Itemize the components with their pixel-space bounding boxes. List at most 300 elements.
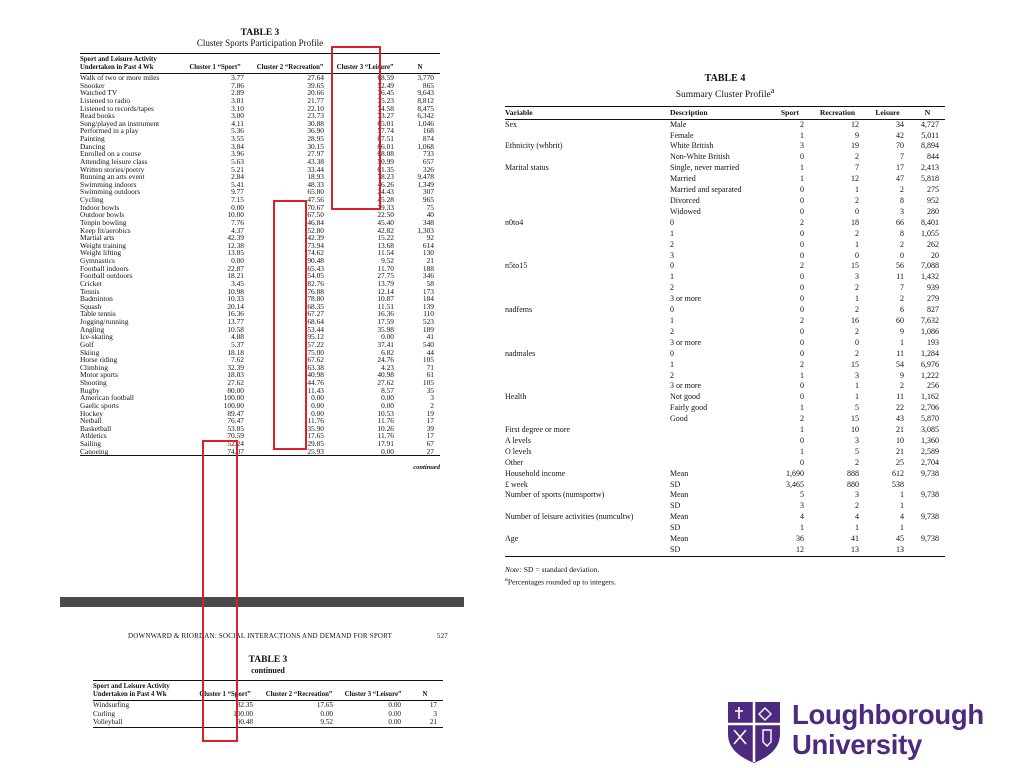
- table-cell: 35.90: [307, 423, 324, 433]
- table-cell: 29.33: [377, 202, 394, 212]
- table-cell: 90.48: [307, 256, 324, 265]
- table-cell: 11.51: [377, 301, 394, 311]
- table-cell: 24.43: [377, 187, 394, 197]
- table-cell: Golf: [80, 339, 94, 349]
- table-cell: Hockey: [80, 408, 103, 418]
- table-cell: Number of sports (numsportw): [505, 490, 605, 500]
- table-cell: 78.80: [307, 294, 324, 304]
- table-cell: nadfems: [505, 305, 533, 315]
- table-cell: 20: [931, 250, 939, 260]
- table-cell: 78.23: [377, 172, 394, 182]
- table-cell: 74.62: [307, 248, 324, 258]
- table-row: [505, 229, 945, 240]
- table-cell: 9: [900, 326, 904, 336]
- university-crest-icon: [726, 700, 782, 764]
- table-cell: 27.62: [377, 378, 394, 387]
- table-cell: 2: [900, 381, 904, 391]
- table-row: [505, 272, 945, 283]
- table-cell: 168: [422, 126, 434, 136]
- table-cell: 3 or more: [670, 381, 702, 391]
- table-cell: 326: [422, 164, 434, 174]
- table-cell: 2: [800, 217, 804, 227]
- table-cell: [910, 545, 945, 556]
- table-cell: 1: [900, 490, 904, 500]
- table-cell: 3.55: [231, 134, 244, 143]
- table-cell: Athletics: [80, 431, 107, 441]
- table-cell: [505, 501, 670, 512]
- table-cell: 33.44: [307, 164, 324, 174]
- table-cell: 1: [800, 163, 804, 173]
- table-cell: 70.59: [227, 431, 244, 441]
- table-cell: 6: [900, 305, 904, 315]
- table-cell: 13.77: [227, 317, 244, 326]
- table-cell: Widowed: [670, 206, 701, 216]
- table-cell: 3.45: [231, 278, 244, 288]
- table-row: [505, 174, 945, 185]
- table-cell: Good: [670, 414, 688, 424]
- table-3-continued-title: TABLE 3: [248, 655, 288, 665]
- table-cell: 58: [426, 278, 434, 288]
- table-cell: Martial arts: [80, 233, 115, 243]
- table-cell: 65.43: [307, 263, 324, 273]
- table-cell: 61.35: [377, 164, 394, 174]
- table-cell: Attending leisure class: [80, 156, 148, 166]
- table-cell: 1: [800, 446, 804, 456]
- table-cell: [505, 251, 670, 262]
- table-cell: 15.22: [377, 233, 394, 243]
- table-cell: 2: [800, 315, 804, 325]
- table-cell: SD: [670, 479, 681, 489]
- table-cell: 1: [800, 523, 804, 533]
- table-cell: 2: [430, 400, 434, 410]
- table-cell: 612: [892, 468, 904, 478]
- table-cell: 0: [855, 337, 859, 347]
- table-cell: 10.87: [377, 294, 394, 304]
- table-cell: Cycling: [80, 195, 104, 204]
- table-cell: 3.96: [231, 149, 244, 159]
- table-cell: 5.37: [231, 339, 244, 349]
- table-3: [80, 28, 440, 471]
- university-wordmark: [792, 700, 984, 760]
- table-row: [505, 119, 945, 130]
- table-cell: Badminton: [80, 294, 113, 304]
- column-header: Description: [670, 107, 770, 120]
- table-cell: 12.38: [227, 240, 244, 250]
- table-cell: 1,162: [921, 392, 939, 402]
- table-cell: 74.07: [180, 448, 250, 456]
- table-row: [505, 283, 945, 294]
- table-cell: Single, never married: [670, 163, 740, 173]
- table-cell: 2: [855, 457, 859, 467]
- table-cell: 8.57: [381, 385, 394, 395]
- table-cell: [505, 207, 670, 218]
- note-label: Note:: [505, 564, 522, 574]
- table-cell: 1,284: [921, 348, 939, 358]
- table-cell: 17.59: [377, 317, 394, 326]
- table-cell: 13.68: [377, 240, 394, 250]
- table-cell: 5: [855, 446, 859, 456]
- table-cell: 5.21: [231, 164, 244, 174]
- column-header: Variable: [505, 107, 670, 120]
- table-cell: 262: [927, 239, 939, 249]
- table-cell: [505, 294, 670, 305]
- table-cell: Watched TV: [80, 88, 118, 98]
- table-cell: 42.39: [227, 233, 244, 243]
- table-cell: 1: [855, 185, 859, 195]
- table-cell: 3.01: [231, 95, 244, 105]
- table-cell: Other: [505, 457, 524, 467]
- table-cell: 13.79: [377, 278, 394, 288]
- table-cell: 1: [800, 174, 804, 184]
- table-cell: 9,643: [417, 88, 434, 98]
- table-cell: 76.47: [227, 416, 244, 426]
- table-cell: nadmales: [505, 348, 536, 358]
- table-cell: 22.10: [307, 103, 324, 113]
- table-cell: 184: [422, 294, 434, 304]
- table-cell: 17.65: [316, 701, 333, 709]
- table-cell: 17.91: [377, 439, 394, 448]
- table-cell: 874: [422, 134, 434, 143]
- table-cell: 75.00: [307, 347, 324, 357]
- table-cell: O levels: [505, 446, 532, 456]
- table-cell: 1: [900, 337, 904, 347]
- table-cell: 6,342: [417, 111, 434, 121]
- table-cell: Tenpin bowling: [80, 217, 127, 227]
- table-cell: Gaelic sports: [80, 400, 119, 410]
- table-row: [505, 480, 945, 491]
- table-cell: 1: [855, 392, 859, 402]
- table-cell: 827: [927, 305, 939, 315]
- table-cell: 25: [896, 457, 904, 467]
- table-cell: 41: [851, 534, 859, 544]
- table-cell: n0to4: [505, 217, 524, 227]
- table-cell: 1: [670, 228, 674, 238]
- table-cell: 307: [422, 187, 434, 197]
- table-cell: [505, 229, 670, 240]
- table-cell: 4: [900, 512, 904, 522]
- running-header-title: DOWNWARD & RIORDAN: SOCIAL INTERACTIONS AND DEMAND FOR SPORT: [128, 632, 393, 640]
- table-cell: 12: [851, 119, 859, 129]
- table-cell: 3.84: [231, 141, 244, 151]
- table-cell: [505, 152, 670, 163]
- table-row: [505, 534, 945, 545]
- table-cell: 2,706: [921, 403, 939, 413]
- table-cell: Indoor bowls: [80, 202, 120, 212]
- table-cell: 52.49: [377, 80, 394, 90]
- table-cell: 24.76: [377, 355, 394, 365]
- table-cell: 3: [855, 370, 859, 380]
- table-row: [505, 414, 945, 425]
- table-cell: [505, 338, 670, 349]
- table-row: [505, 436, 945, 447]
- table-cell: 346: [422, 271, 434, 281]
- table-cell: 8: [900, 196, 904, 205]
- table-cell: Squash: [80, 301, 102, 311]
- table-cell: 18.93: [307, 172, 324, 182]
- table-cell: 43: [896, 414, 904, 424]
- table-cell: 15: [851, 261, 859, 271]
- table-cell: First degree or more: [505, 425, 571, 435]
- table-3-grid: [80, 53, 440, 456]
- table-cell: 9,738: [921, 512, 939, 522]
- table-cell: 2: [855, 348, 859, 358]
- table-row: [505, 545, 945, 556]
- table-cell: Married: [670, 174, 696, 184]
- table-cell: 95.12: [307, 332, 324, 342]
- table-cell: 139: [422, 301, 434, 311]
- table-3-continued: [93, 655, 443, 728]
- table-cell: 82.76: [307, 278, 324, 288]
- table-cell: 13: [810, 545, 865, 556]
- table-cell: 3: [855, 490, 859, 500]
- table-cell: Rugby: [80, 385, 100, 395]
- table-cell: 39.65: [307, 80, 324, 90]
- table-cell: 2: [855, 305, 859, 315]
- table-cell: 0: [800, 228, 804, 238]
- table-cell: Household income: [505, 468, 566, 478]
- table-cell: 2.84: [231, 172, 244, 182]
- table-cell: 3: [855, 272, 859, 282]
- table-cell: 5,011: [921, 130, 939, 140]
- table-cell: 100.00: [223, 393, 244, 403]
- table-cell: 40: [426, 210, 434, 220]
- table-cell: 10.33: [227, 294, 244, 304]
- table-cell: 48.33: [307, 179, 324, 189]
- table-cell: 90.48: [191, 718, 259, 727]
- table-cell: Marital status: [505, 163, 549, 173]
- footnote-marker: a: [505, 575, 508, 583]
- table-cell: 2,413: [921, 163, 939, 173]
- table-cell: 6.82: [381, 347, 394, 357]
- table-cell: 6,976: [921, 359, 939, 369]
- table-cell: 0: [800, 239, 804, 249]
- table-cell: 12: [770, 545, 810, 556]
- table-cell: [505, 414, 670, 425]
- table-row: [505, 338, 945, 349]
- table-cell: 47: [896, 174, 904, 184]
- table-cell: 12: [851, 174, 859, 184]
- table-cell: 0: [800, 305, 804, 315]
- table-cell: Shooting: [80, 378, 107, 387]
- table-3-continued-subtitle: continued: [251, 666, 285, 675]
- table-cell: [505, 196, 670, 207]
- table-cell: 0: [800, 272, 804, 282]
- table-4-subtitle-wrap: [505, 84, 945, 102]
- column-header: Cluster 1 “Sport”: [180, 54, 250, 74]
- table-cell: 2: [670, 370, 674, 380]
- table-cell: Sung/played an instrument: [80, 118, 160, 128]
- table-cell: 42.82: [377, 225, 394, 235]
- table-cell: [505, 240, 670, 251]
- table-row: [505, 207, 945, 218]
- table-cell: 68.59: [377, 73, 394, 82]
- table-cell: Netball: [80, 416, 102, 426]
- table-cell: [910, 480, 945, 491]
- table-cell: 2: [855, 228, 859, 238]
- table-cell: 523: [422, 317, 434, 326]
- table-cell: 68.35: [307, 301, 324, 311]
- table-cell: 61: [426, 370, 434, 380]
- table-cell: 68.64: [307, 317, 324, 326]
- table-cell: 36.90: [307, 126, 324, 136]
- table-cell: 27.97: [307, 149, 324, 159]
- table-row: [505, 251, 945, 262]
- table-cell: 7,088: [921, 261, 939, 271]
- table-cell: 9: [900, 370, 904, 380]
- table-row: [93, 701, 443, 710]
- table-cell: 275: [927, 185, 939, 195]
- table-cell: 46.84: [307, 217, 324, 227]
- table-cell: 3 or more: [670, 337, 702, 347]
- table-cell: 2,704: [921, 457, 939, 467]
- table-cell: 1,349: [417, 179, 434, 189]
- table-3-title: TABLE 3: [240, 28, 280, 38]
- table-cell: 0: [670, 348, 674, 358]
- table-cell: 34: [896, 119, 904, 129]
- table-cell: Listened to radio: [80, 95, 131, 105]
- table-cell: 193: [927, 337, 939, 347]
- table-cell: 4: [800, 512, 804, 522]
- continued-note: continued: [413, 464, 440, 472]
- table-cell: 0.00: [231, 256, 244, 265]
- table-cell: 614: [422, 240, 434, 250]
- table-cell: 1,086: [921, 326, 939, 336]
- table-cell: 173: [422, 286, 434, 296]
- table-cell: 0.00: [231, 202, 244, 212]
- table-cell: 3.77: [231, 73, 244, 82]
- table-cell: [505, 360, 670, 371]
- table-cell: 82.35: [236, 701, 253, 709]
- table-cell: 540: [422, 339, 434, 349]
- table-cell: 110: [423, 309, 434, 319]
- table-cell: Motor sports: [80, 370, 118, 380]
- table-row: [505, 316, 945, 327]
- table-row: [505, 163, 945, 174]
- table-cell: 0.00: [339, 718, 407, 727]
- table-cell: Tennis: [80, 286, 100, 296]
- table-cell: 11.76: [377, 431, 394, 441]
- table-cell: 733: [422, 149, 434, 159]
- table-cell: 2: [900, 239, 904, 249]
- table-cell: Performed in a play: [80, 126, 139, 136]
- table-cell: [670, 436, 770, 447]
- table-cell: 7.15: [231, 195, 244, 204]
- table-header-row: [505, 107, 945, 120]
- table-cell: Football outdoors: [80, 271, 133, 281]
- table-cell: Non-White British: [670, 152, 730, 162]
- table-cell: Not good: [670, 392, 700, 402]
- table-cell: 8,401: [921, 217, 939, 227]
- table-cell: 5.41: [231, 179, 244, 189]
- table-cell: 32.39: [227, 362, 244, 372]
- table-cell: 56: [896, 261, 904, 271]
- table-cell: Read books: [80, 111, 115, 121]
- table-cell: 0.00: [388, 709, 401, 718]
- table-cell: 0: [670, 305, 674, 315]
- table-cell: 0: [670, 217, 674, 227]
- column-header: Cluster 1 “Sport”: [191, 681, 259, 701]
- table-cell: 16: [851, 315, 859, 325]
- table-row: [80, 448, 440, 456]
- table-cell: 67.51: [377, 134, 394, 143]
- table-cell: 10.26: [377, 423, 394, 433]
- table-cell: 46.26: [377, 179, 394, 189]
- table-cell: £ week: [505, 479, 528, 489]
- table-row: [505, 152, 945, 163]
- table-cell: 13.85: [227, 248, 244, 258]
- table-cell: 20.14: [227, 301, 244, 311]
- table-cell: [505, 316, 670, 327]
- table-3-subtitle: Cluster Sports Participation Profile: [196, 38, 324, 48]
- table-cell: 2: [855, 152, 859, 162]
- table-cell: [910, 523, 945, 534]
- table-cell: Sailing: [80, 439, 101, 448]
- table-cell: 67.62: [307, 355, 324, 365]
- table-cell: 965: [422, 195, 434, 204]
- table-cell: 1: [800, 130, 804, 140]
- table-cell: 2: [800, 261, 804, 271]
- table-cell: 3: [800, 141, 804, 151]
- table-cell: 19: [426, 408, 434, 418]
- table-cell: 11.54: [377, 248, 394, 258]
- table-cell: 50.99: [377, 156, 394, 166]
- column-header: Cluster 3 “Leisure”: [330, 54, 400, 74]
- table-cell: 52.80: [307, 225, 324, 235]
- recreation-cluster-highlight: [273, 200, 307, 450]
- university-logo: [726, 700, 996, 764]
- table-cell: 53.85: [227, 423, 244, 433]
- table-cell: 42.39: [307, 233, 324, 243]
- table-row: [505, 501, 945, 512]
- table-row: [505, 490, 945, 501]
- table-cell: Canoeing: [80, 448, 180, 456]
- table-cell: 7.76: [231, 217, 244, 227]
- table-cell: 1: [855, 239, 859, 249]
- table-cell: 0: [800, 435, 804, 445]
- table-4-title: TABLE 4: [704, 73, 746, 84]
- table-3-continued-body: [93, 701, 443, 728]
- table-cell: 2,589: [921, 446, 939, 456]
- table-cell: 538: [892, 479, 904, 489]
- table-cell: 18: [851, 217, 859, 227]
- table-cell: 1,068: [417, 141, 434, 151]
- table-cell: 44.76: [307, 378, 324, 387]
- table-cell: 0: [800, 283, 804, 293]
- table-cell: [505, 185, 670, 196]
- table-cell: 75.23: [377, 95, 394, 105]
- table-row: [505, 327, 945, 338]
- table-cell: 0: [800, 381, 804, 391]
- table-cell: 0: [800, 185, 804, 195]
- table-cell: 8,812: [417, 95, 434, 105]
- table-cell: 11.43: [307, 385, 324, 395]
- table-cell: 1,432: [921, 272, 939, 282]
- table-header-row: [93, 681, 443, 701]
- table-cell: Ethnicity (whbrit): [505, 141, 563, 151]
- table-cell: n5to15: [505, 261, 528, 271]
- table-cell: 67.50: [307, 210, 324, 220]
- table-cell: Number of leisure activities (numcultw): [505, 512, 634, 522]
- table-cell: 73.94: [307, 240, 324, 250]
- table-cell: 3: [670, 250, 674, 260]
- table-cell: Mean: [670, 512, 689, 522]
- table-row: [505, 371, 945, 382]
- table-cell: 100.00: [233, 709, 253, 718]
- table-cell: American football: [80, 393, 134, 403]
- table-cell: 30.88: [307, 118, 324, 128]
- table-cell: 66.01: [377, 141, 394, 151]
- table-cell: SD: [670, 545, 770, 556]
